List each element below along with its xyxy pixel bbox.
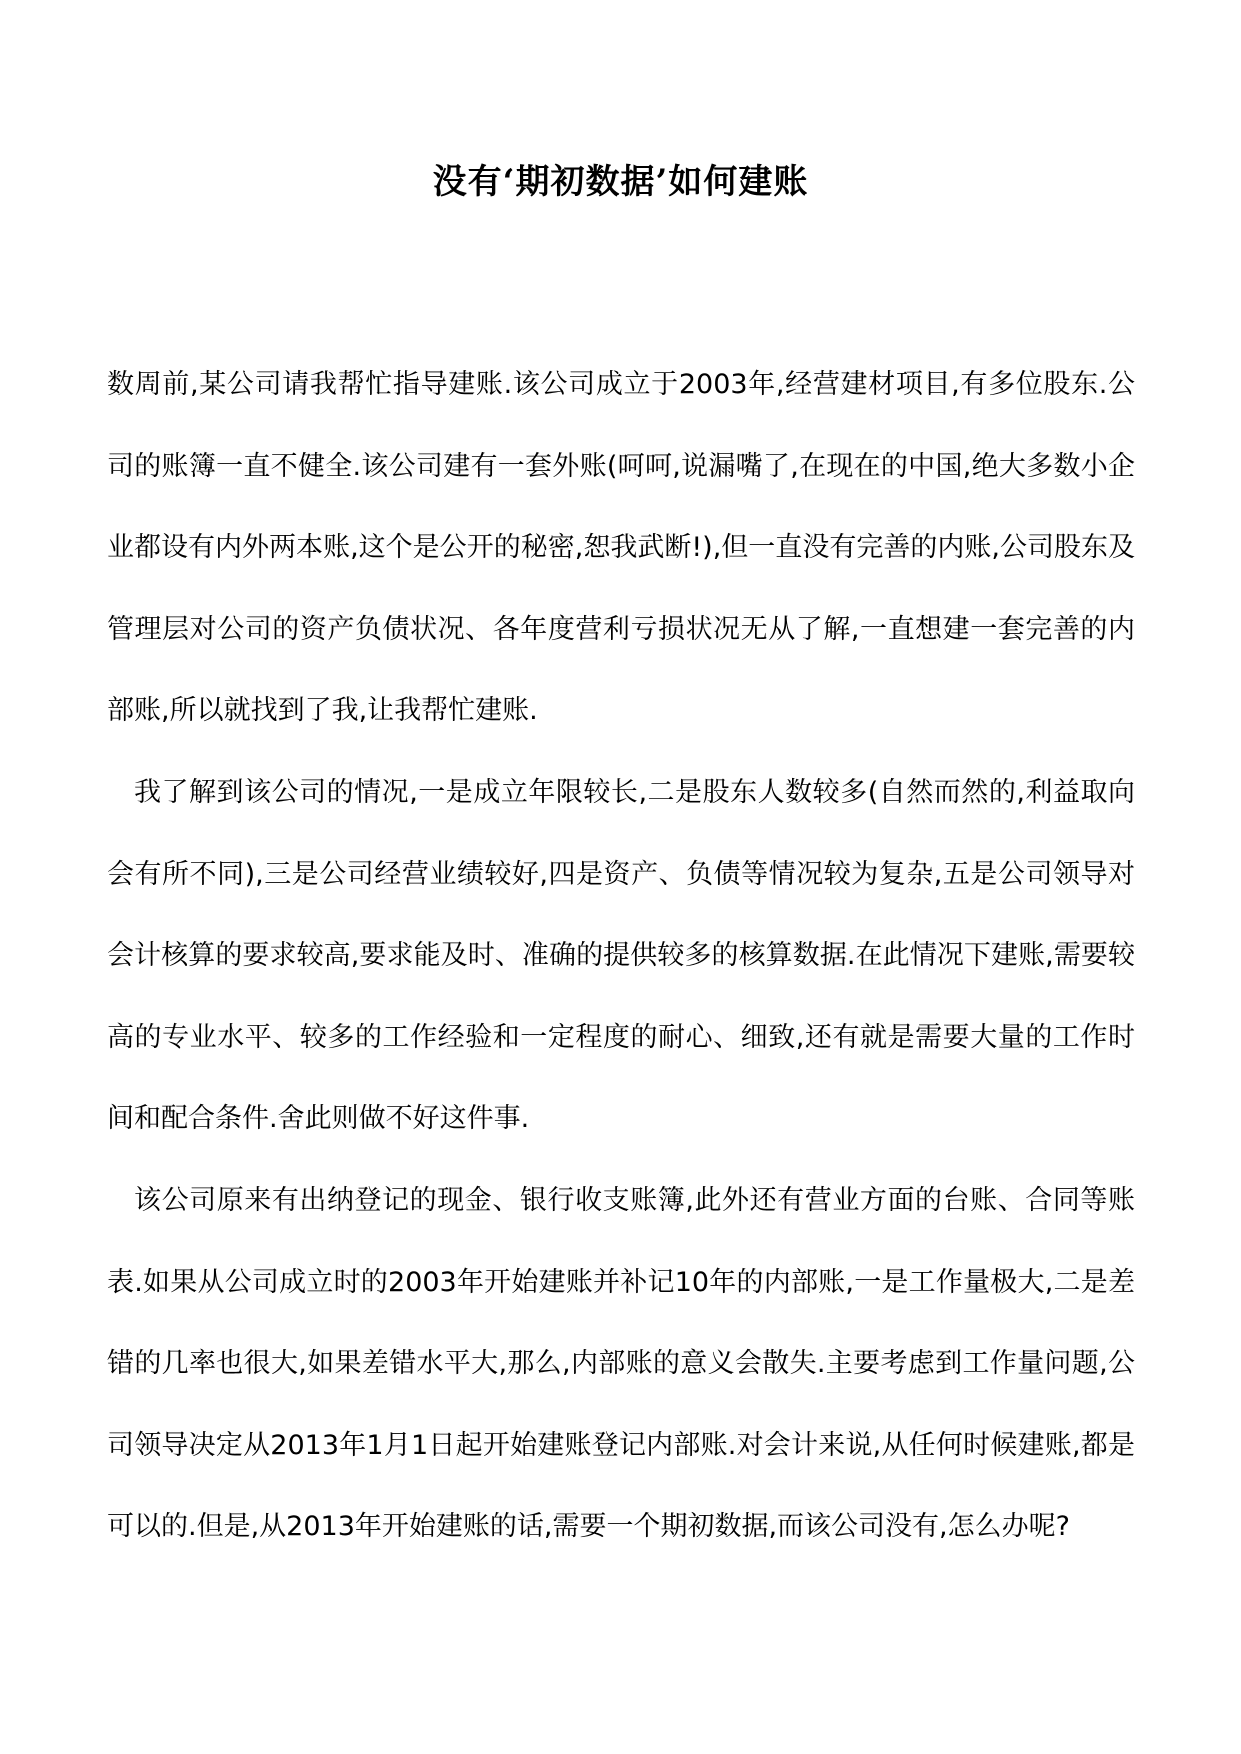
paragraph-2: 我了解到该公司的情况,一是成立年限较长,二是股东人数较多(自然而然的,利益取向会有所不同),三是公司经营业绩较好,四是资产、负债等情况较为复杂,五是公司领导对会计核算的要求较高,要求能及时、准确的提供较多的核算数据.在此情况下建账,需要较高的专业水平、较多的工作经验和一定程度的耐心、细致,还有就是需要大量的工作时间和配合条件.舍此则做不好这件事. xyxy=(107,776,1135,1135)
document-title: 没有‘期初数据’如何建账 xyxy=(432,162,809,202)
paragraph-1: 数周前,某公司请我帮忙指导建账.该公司成立于2003年,经营建材项目,有多位股东.公司的账簿一直不健全.该公司建有一套外账(呵呵,说漏嘴了,在现在的中国,绝大多数小企业都设有内外两本账,这个是公开的秘密,恕我武断!),但一直没有完善的内账,公司股东及管理层对公司的资产负债状况、各年度营利亏损状况无从了解,一直想建一套完善的内部账,所以就找到了我,让我帮忙建账. xyxy=(107,369,1135,727)
document-body xyxy=(107,344,1135,1568)
paragraph-3: 该公司原来有出纳登记的现金、银行收支账簿,此外还有营业方面的台账、合同等账表.如果从公司成立时的2003年开始建账并补记10年的内部账,一是工作量极大,二是差错的几率也很大,如果差错水平大,那么,内部账的意义会散失.主要考虑到工作量问题,公司领导决定从2013年1月1日起开始建账登记内部账.对会计来说,从任何时候建账,都是可以的.但是,从2013年开始建账的话,需要一个期初数据,而该公司没有,怎么办呢? xyxy=(107,1184,1135,1543)
